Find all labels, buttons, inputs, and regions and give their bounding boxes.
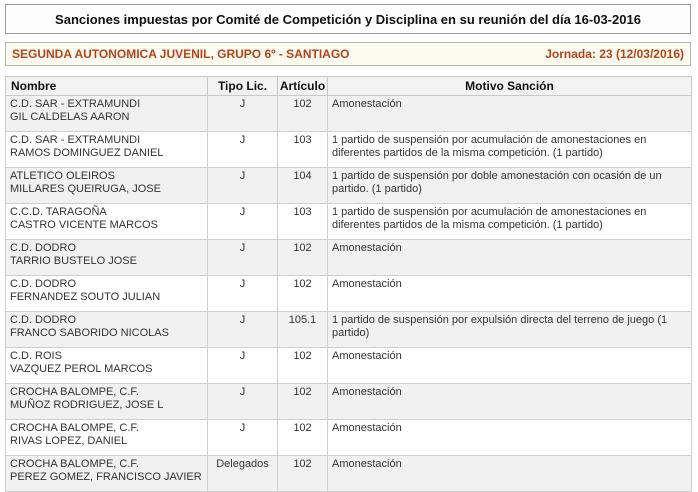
cell-nombre [6,168,208,204]
cell-articulo: 104 [278,168,328,204]
club-name: C.C.D. TARAGOÑA [10,206,107,218]
club-name: C.D. DODRO [10,278,76,290]
player-name: GIL CALDELAS AARON [10,111,130,123]
player-name: TARRIO BUSTELO JOSE [10,255,137,267]
table-row [6,312,692,348]
club-name: CROCHA BALOMPE, C.F. [10,458,139,470]
player-name: CASTRO VICENTE MARCOS [10,219,158,231]
player-name: RAMOS DOMINGUEZ DANIEL [10,147,164,159]
player-name: VAZQUEZ PEROL MARCOS [10,363,153,375]
cell-nombre [6,312,208,348]
cell-tipo-lic: J [208,276,278,312]
club-name: C.D. SAR - EXTRAMUNDI [10,98,141,110]
player-name: MILLARES QUEIRUGA, JOSE [10,183,161,195]
cell-motivo: 1 partido de suspensión por acumulación de amonestaciones en diferentes partidos de la misma competición. (1 partido) [328,204,692,240]
cell-tipo-lic: J [208,132,278,168]
cell-tipo-lic: J [208,348,278,384]
cell-motivo: Amonestación [328,348,692,384]
sanctions-table [5,76,692,492]
table-row [6,132,692,168]
cell-tipo-lic: J [208,240,278,276]
cell-motivo: Amonestación [328,384,692,420]
cell-nombre [6,348,208,384]
header-nombre: Nombre [6,77,208,96]
header-articulo: Artículo [278,77,328,96]
cell-nombre [6,204,208,240]
cell-nombre [6,456,208,492]
cell-tipo-lic: J [208,420,278,456]
competition-group-bar [5,42,691,66]
player-name: RIVAS LOPEZ, DANIEL [10,435,128,447]
club-name: C.D. DODRO [10,242,76,254]
header-motivo: Motivo Sanción [328,77,692,96]
cell-motivo: Amonestación [328,240,692,276]
cell-motivo: Amonestación [328,420,692,456]
group-name: SEGUNDA AUTONOMICA JUVENIL, GRUPO 6º - SANTIAGO [12,47,350,61]
club-name: CROCHA BALOMPE, C.F. [10,422,139,434]
cell-articulo: 102 [278,420,328,456]
cell-articulo: 102 [278,240,328,276]
table-row [6,384,692,420]
cell-nombre [6,132,208,168]
table-row [6,276,692,312]
player-name: MUÑOZ RODRIGUEZ, JOSE L [10,399,164,411]
jornada-label: Jornada: 23 (12/03/2016) [545,47,684,61]
cell-tipo-lic: J [208,384,278,420]
cell-tipo-lic: J [208,312,278,348]
club-name: C.D. SAR - EXTRAMUNDI [10,134,141,146]
cell-articulo: 102 [278,96,328,132]
cell-tipo-lic: Delegados [208,456,278,492]
table-row [6,168,692,204]
club-name: C.D. ROIS [10,350,62,362]
table-row [6,240,692,276]
cell-nombre [6,420,208,456]
cell-motivo: Amonestación [328,456,692,492]
cell-articulo: 103 [278,132,328,168]
table-row [6,348,692,384]
table-row [6,420,692,456]
cell-motivo: 1 partido de suspensión por acumulación de amonestaciones en diferentes partidos de la misma competición. (1 partido) [328,132,692,168]
table-row [6,204,692,240]
cell-nombre [6,384,208,420]
club-name: CROCHA BALOMPE, C.F. [10,386,139,398]
table-row [6,456,692,492]
cell-tipo-lic: J [208,168,278,204]
cell-tipo-lic: J [208,204,278,240]
cell-motivo: Amonestación [328,276,692,312]
cell-articulo: 102 [278,348,328,384]
cell-articulo: 102 [278,276,328,312]
cell-nombre [6,240,208,276]
cell-motivo: 1 partido de suspensión por doble amonestación con ocasión de un partido. (1 partido) [328,168,692,204]
cell-nombre [6,96,208,132]
cell-articulo: 103 [278,204,328,240]
cell-motivo: 1 partido de suspensión por expulsión directa del terreno de juego (1 partido) [328,312,692,348]
page-title: Sanciones impuestas por Comité de Competición y Disciplina en su reunión del día 16-03-2016 [5,4,691,34]
cell-nombre [6,276,208,312]
cell-articulo: 102 [278,384,328,420]
player-name: FERNANDEZ SOUTO JULIAN [10,291,161,303]
player-name: FRANCO SABORIDO NICOLAS [10,327,169,339]
cell-tipo-lic: J [208,96,278,132]
table-row [6,96,692,132]
cell-motivo: Amonestación [328,96,692,132]
cell-articulo: 105.1 [278,312,328,348]
player-name: PEREZ GOMEZ, FRANCISCO JAVIER [10,471,202,483]
table-header-row [6,77,692,96]
header-tipo-lic: Tipo Lic. [208,77,278,96]
cell-articulo: 102 [278,456,328,492]
club-name: ATLETICO OLEIROS [10,170,115,182]
club-name: C.D. DODRO [10,314,76,326]
